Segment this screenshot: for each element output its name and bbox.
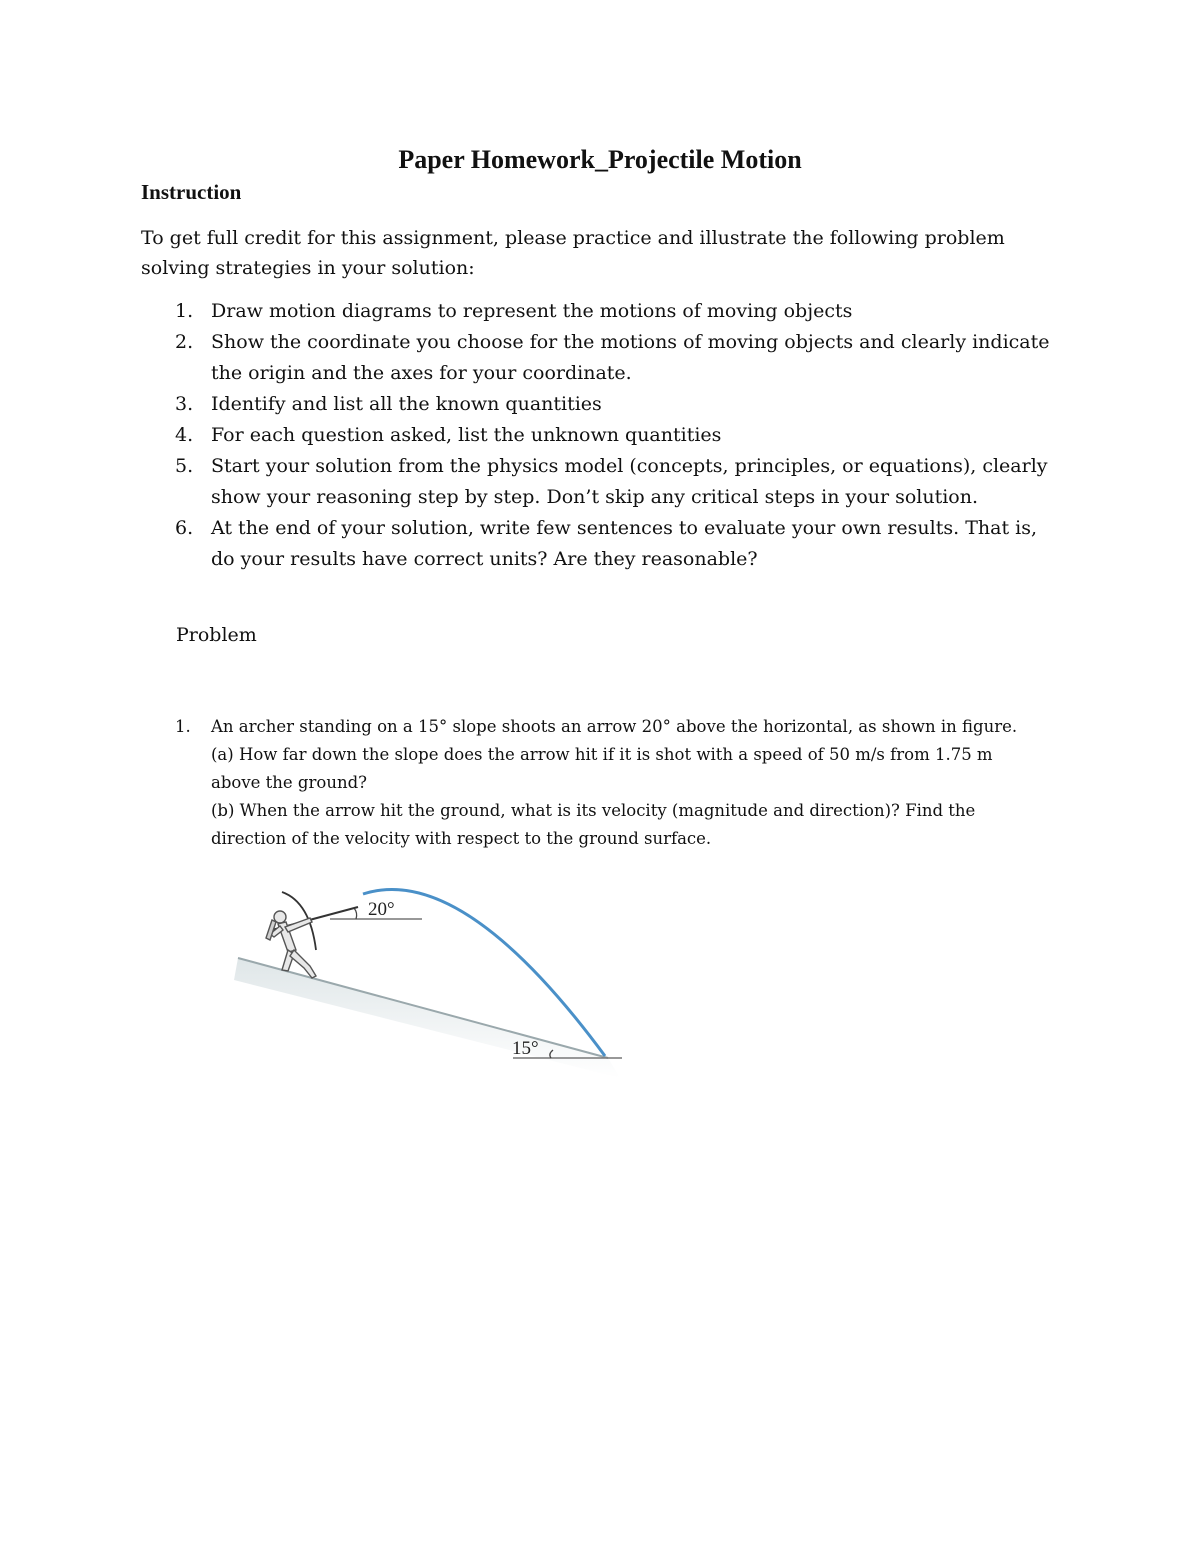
problem-list	[141, 713, 1041, 853]
problem-label: Problem	[176, 624, 257, 646]
list-item	[141, 327, 1061, 389]
problem-item	[141, 713, 1041, 853]
list-item-number: 4.	[175, 424, 194, 446]
slope-surface	[234, 958, 620, 1078]
list-item-number: 2.	[175, 331, 194, 353]
archer-slope-figure	[230, 880, 630, 1080]
strategy-list	[141, 296, 1061, 575]
instruction-heading: Instruction	[141, 180, 242, 204]
problem-statement: An archer standing on a 15° slope shoots an arrow 20° above the horizontal, as shown in figure.	[211, 717, 1018, 736]
problem-part-a: (a) How far down the slope does the arrow hit if it is shot with a speed of 50 m/s from 1.75 m above the ground?	[211, 745, 993, 792]
intro-paragraph: To get full credit for this assignment, please practice and illustrate the following problem solving strategies in your solution:	[141, 227, 1005, 279]
list-item	[141, 513, 1061, 575]
list-item-text: Start your solution from the physics model (concepts, principles, or equations), clearly show your reasoning step by step. Don’t skip any critical steps in your solution.	[211, 455, 1048, 508]
list-item	[141, 389, 1061, 420]
list-item-text: Draw motion diagrams to represent the motions of moving objects	[211, 300, 853, 322]
list-item-text: Identify and list all the known quantities	[211, 393, 602, 415]
list-item-text: At the end of your solution, write few sentences to evaluate your own results. That is, do your results have correct units? Are they reasonable?	[211, 517, 1037, 570]
list-item-text: For each question asked, list the unknown quantities	[211, 424, 722, 446]
list-item	[141, 296, 1061, 327]
page-title: Paper Homework_Projectile Motion	[398, 145, 802, 174]
list-item	[141, 451, 1061, 513]
list-item-text: Show the coordinate you choose for the motions of moving objects and clearly indicate the origin and the axes for your coordinate.	[211, 331, 1050, 384]
problem-part-b: (b) When the arrow hit the ground, what is its velocity (magnitude and direction)? Find the direction of the velocity with respect to the ground surface.	[211, 801, 976, 848]
slope-edge	[238, 958, 608, 1058]
launch-angle-label: 20°	[368, 899, 395, 920]
figure-canvas	[230, 880, 630, 1080]
list-item-number: 1.	[175, 300, 194, 322]
list-item-number: 5.	[175, 455, 194, 477]
list-item-number: 3.	[175, 393, 194, 415]
launch-angle-arc	[354, 908, 357, 919]
archer-illustration	[266, 892, 358, 978]
slope-angle-label: 15°	[512, 1038, 539, 1059]
list-item	[141, 420, 1061, 451]
problem-number: 1.	[175, 717, 191, 736]
list-item-number: 6.	[175, 517, 194, 539]
